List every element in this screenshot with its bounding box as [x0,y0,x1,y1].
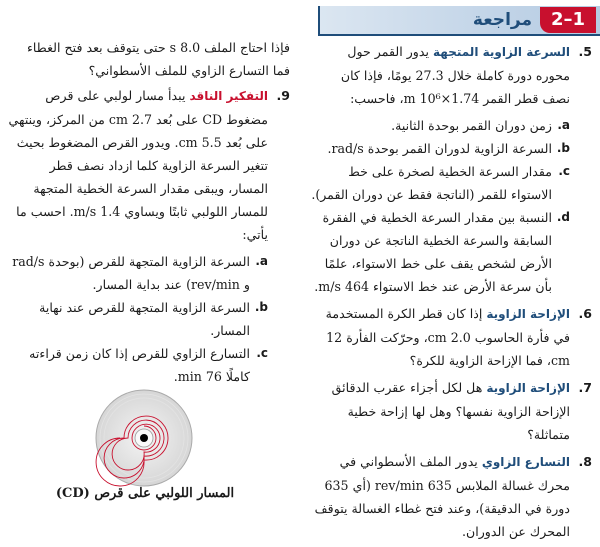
question-text: إذا كان قطر الكرة المستخدمة في فأرة الحاسوب 2.0 cm، وحرّكت الفأرة 12 cm، فما الإزاحة الزاوية للكرة؟ [325,306,570,368]
question-keyword: التسارع الزاوي [481,455,570,469]
question-text: يدور الملف الأسطواني في محرك غسالة الملابس 635 rev/min (أي 635 دورة في الدقيقة)، وعند فتح غطاء الغسالة يتوقف المحرك عن الدوران. [314,454,570,539]
question-keyword: السرعة الزاوية المتجهة [433,45,570,59]
part-text: السرعة الزاوية المتجهة للقرص عند نهاية المسار. [39,300,250,338]
question-keyword: الإزاحة الزاوية [486,307,570,321]
part-text: النسبة بين مقدار السرعة الخطية في الفقرة السابقة والسرعة الخطية الناتجة عن دوران الأرض لشخص يقف على خط الاستواء، علمًا بأن سرعة الأرض عند خط الاستواء 464 m/s. [314,210,552,294]
question-keyword: التفكير الناقد [189,89,268,103]
question-6 [310,302,592,372]
right-column [310,40,592,547]
question-9 [8,84,290,246]
question-text: هل لكل أجزاء عقرب الدقائق الإزاحة الزاوية نفسها؟ وهل لها إزاحة خطية متماثلة؟ [331,380,570,442]
question-number: 8. [578,454,592,469]
question-9-part-a [8,250,290,296]
question-number: 6. [578,306,592,321]
question-text: يبدأ مسار لولبي على قرص مضغوط CD على بُعد 2.7 cm من المركز، وينتهي على بُعد 5.5 cm. ويدور القرص المضغوط بحيث تتغير السرعة الزاوية كلما ازداد نصف قطر المسار، ويبقى مقدار السرعة الخطية المتجهة للمسار اللولبي ثابتًا ويساوي 1.4 m/s. احسب ما يأتي: [8,88,268,242]
question-5 [310,40,592,110]
part-text: السرعة الزاوية لدوران القمر بوحدة rad/s. [327,141,552,156]
left-column [8,36,290,388]
question-text: يدور القمر حول محوره دورة كاملة خلال 27.3 يومًا، فإذا كان نصف قطر القمر 1.74×10⁶ m، فاحسب: [340,44,570,106]
question-9-part-b [8,296,290,342]
part-text: زمن دوران القمر بوحدة الثانية. [391,118,552,133]
question-5-part-b [310,137,592,160]
part-label: a. [255,254,268,268]
question-number: 9. [276,88,290,103]
part-label: a. [557,118,570,132]
question-keyword: الإزاحة الزاوية [486,381,570,395]
question-5-part-d [310,206,592,298]
question-number: 5. [578,44,592,59]
part-label: b. [556,141,570,155]
figure-caption: المسار اللولبي على قرص (CD) [55,486,235,501]
cd-spiral-figure [94,388,194,488]
question-5-part-a [310,114,592,137]
question-number: 7. [578,380,592,395]
part-text: التسارع الزاوي للقرص إذا كان زمن قراءته كاملًا 76 min. [29,346,250,384]
cd-center-hole [140,434,148,442]
part-text: مقدار السرعة الخطية لصخرة على خط الاستواء للقمر (الناتجة فقط عن دوران القمر). [311,164,552,202]
section-title: مراجعة [472,10,532,30]
part-label: c. [256,346,268,360]
question-8 [310,450,592,543]
part-label: b. [254,300,268,314]
part-text: السرعة الزاوية المتجهة للقرص (بوحدة rad/s و rev/min) عند بداية المسار. [12,254,250,292]
question-7 [310,376,592,446]
section-header [318,6,600,36]
section-number: 2–1 [540,7,596,33]
question-8-continuation: فإذا احتاج الملف 8.0 s حتى يتوقف بعد فتح الغطاء فما التسارع الزاوي للملف الأسطواني؟ [27,40,290,78]
question-5-part-c [310,160,592,206]
part-label: d. [556,210,570,224]
question-9-part-c [8,342,290,388]
part-label: c. [558,164,570,178]
